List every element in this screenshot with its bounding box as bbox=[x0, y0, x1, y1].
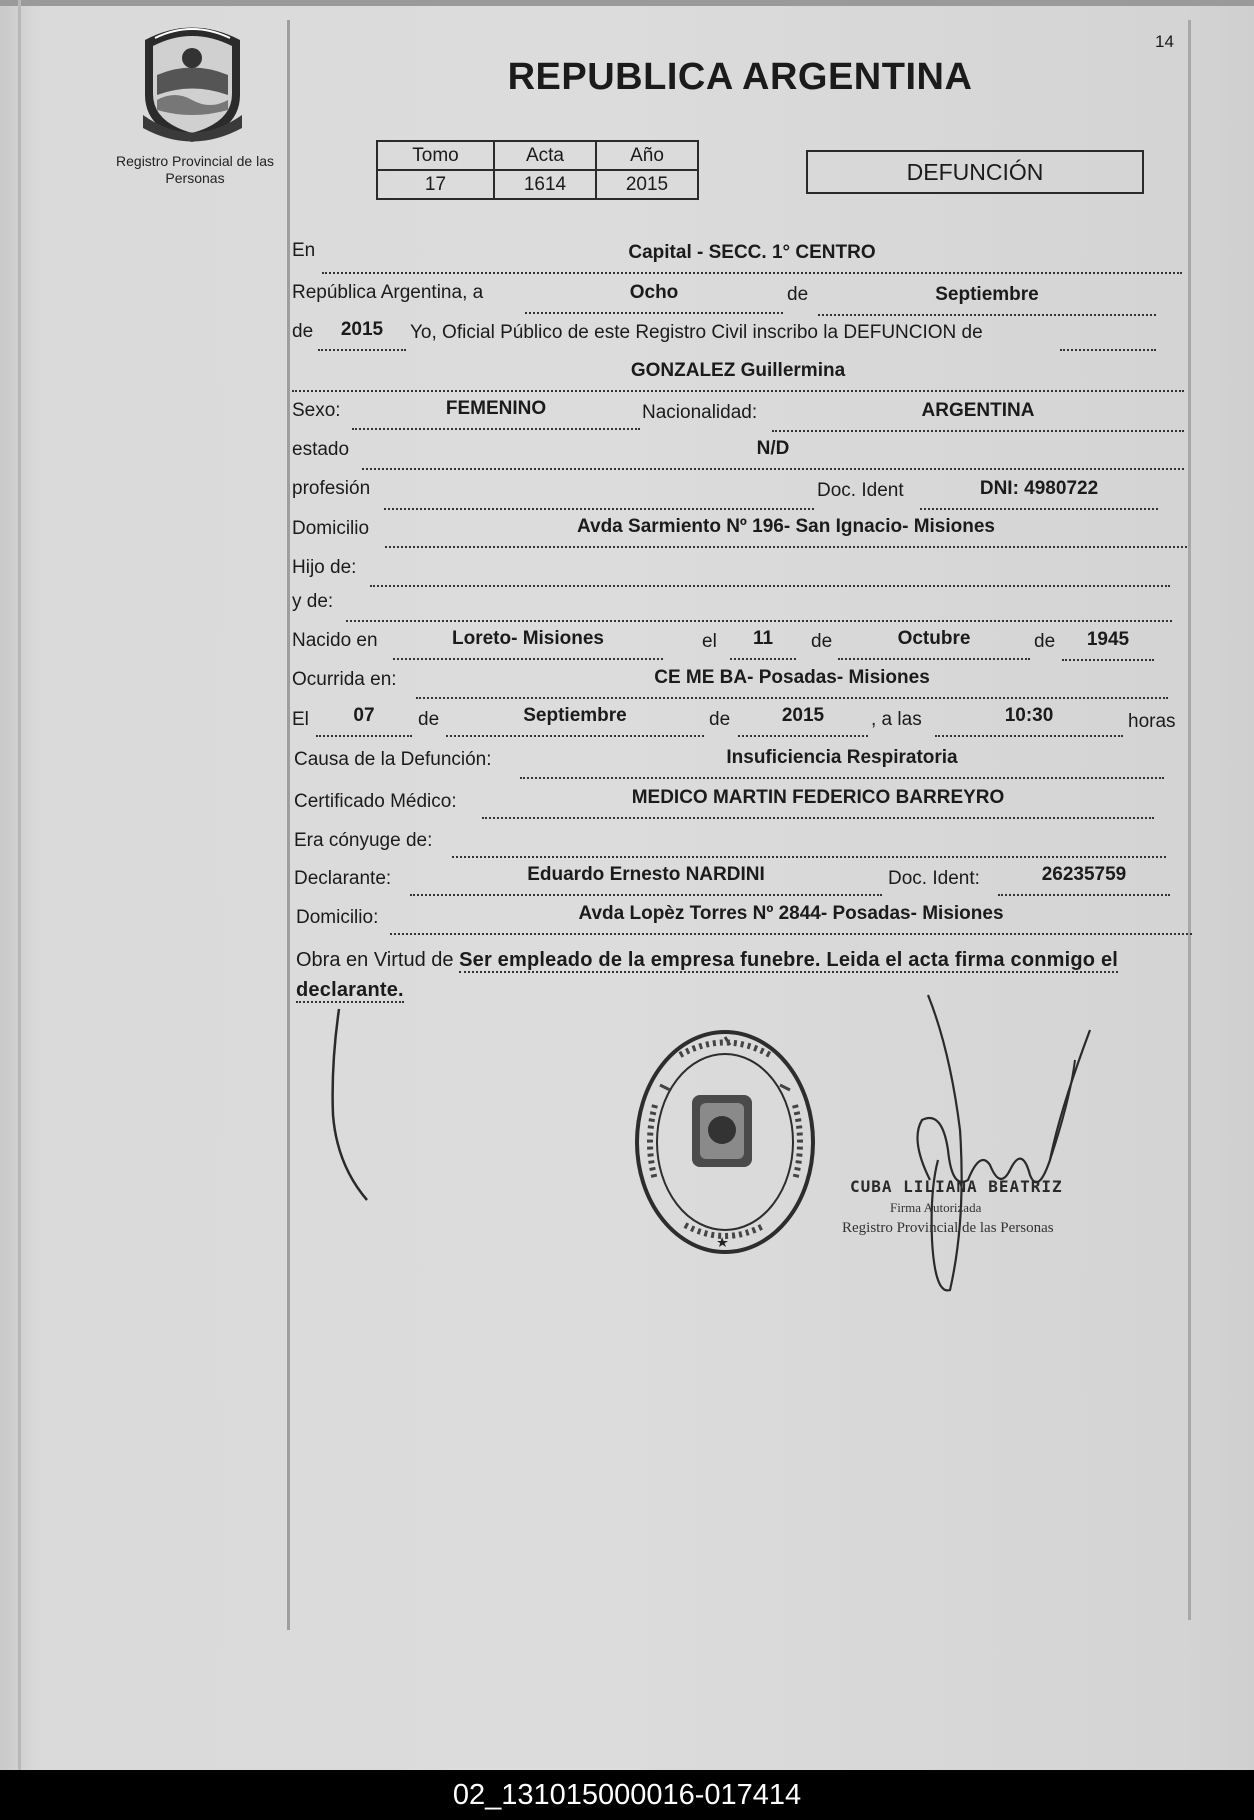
field-mother bbox=[346, 588, 1172, 622]
page-title: REPUBLICA ARGENTINA bbox=[507, 56, 973, 98]
signatory-registry: Registro Provincial de las Personas bbox=[842, 1220, 1054, 1236]
registry-name: Registro Provincial de las Personas bbox=[116, 153, 274, 186]
label-estado: estado bbox=[292, 439, 350, 460]
field-birth-year: 1945 bbox=[1062, 627, 1154, 661]
label-nacionalidad: Nacionalidad: bbox=[642, 402, 758, 423]
field-father bbox=[370, 553, 1170, 587]
handwritten-signature bbox=[840, 990, 1110, 1300]
acta-header: Acta bbox=[494, 141, 596, 170]
label-yo-oficial: Yo, Oficial Público de este Registro Civil inscribo la DEFUNCION de bbox=[410, 322, 983, 343]
page-number: 14 bbox=[1155, 32, 1174, 51]
field-address: Avda Sarmiento Nº 196- San Ignacio- Misiones bbox=[385, 514, 1187, 548]
label-certificado: Certificado Médico: bbox=[294, 791, 457, 812]
misiones-seal-logo bbox=[135, 20, 250, 145]
file-id-footer: 02_131015000016-017414 bbox=[0, 1770, 1254, 1820]
label-doc-ident-declarant: Doc. Ident: bbox=[888, 868, 980, 889]
label-domicilio: Domicilio bbox=[292, 518, 370, 539]
label-horas: horas bbox=[1128, 711, 1176, 732]
label-conyuge: Era cónyuge de: bbox=[294, 830, 433, 851]
tomo-value: 17 bbox=[377, 170, 494, 199]
field-certifier: MEDICO MARTIN FEDERICO BARREYRO bbox=[482, 785, 1154, 819]
field-day-words: Ocho bbox=[525, 280, 783, 314]
label-doc-ident: Doc. Ident bbox=[817, 480, 904, 501]
field-year: 2015 bbox=[318, 317, 406, 351]
signatory-role: Firma Autorizada bbox=[890, 1200, 982, 1215]
tomo-header: Tomo bbox=[377, 141, 494, 170]
field-doc-ident: DNI: 4980722 bbox=[920, 476, 1158, 510]
label-de-month: de bbox=[787, 284, 809, 305]
signatory-name: CUBA LILIANA BEATRIZ bbox=[850, 1177, 1063, 1196]
label-sexo: Sexo: bbox=[292, 400, 341, 421]
field-sex: FEMENINO bbox=[352, 396, 640, 430]
document-type-box: DEFUNCIÓN bbox=[806, 150, 1144, 194]
field-birth-month: Octubre bbox=[838, 626, 1030, 660]
label-de-death-year: de bbox=[709, 709, 731, 730]
label-el: el bbox=[702, 631, 717, 652]
field-declarant-address: Avda Lopèz Torres Nº 2844- Posadas- Misiones bbox=[390, 901, 1192, 935]
field-yo-trailing bbox=[1060, 317, 1156, 351]
field-cause: Insuficiencia Respiratoria bbox=[520, 745, 1164, 779]
field-spouse bbox=[452, 824, 1166, 858]
label-profesion: profesión bbox=[292, 478, 371, 499]
label-de-death-month: de bbox=[418, 709, 440, 730]
field-profession bbox=[384, 476, 814, 510]
label-de-birth-month: de bbox=[811, 631, 833, 652]
column-rule bbox=[287, 20, 290, 1630]
page-top-edge bbox=[0, 0, 1254, 6]
reference-value-row bbox=[377, 170, 698, 199]
anio-header: Año bbox=[596, 141, 698, 170]
left-margin-rule bbox=[18, 0, 21, 1770]
label-de-birth-year: de bbox=[1034, 631, 1056, 652]
label-el-cap: El bbox=[292, 709, 309, 730]
record-reference-table bbox=[376, 140, 699, 200]
label-ocurrida-en: Ocurrida en: bbox=[292, 669, 397, 690]
field-death-day: 07 bbox=[316, 703, 412, 737]
field-declarant: Eduardo Ernesto NARDINI bbox=[410, 862, 882, 896]
label-y-de: y de: bbox=[292, 591, 334, 612]
field-birth-place: Loreto- Misiones bbox=[393, 626, 663, 660]
label-hijo-de: Hijo de: bbox=[292, 557, 357, 578]
official-stamp bbox=[630, 1025, 820, 1260]
field-by-virtue-of: Ser empleado de la empresa funebre. Leida el acta firma conmigo el declarante. bbox=[296, 949, 1119, 1001]
label-causa: Causa de la Defunción: bbox=[294, 749, 492, 770]
field-death-year: 2015 bbox=[738, 703, 868, 737]
field-death-month: Septiembre bbox=[446, 703, 704, 737]
label-domicilio-declarant: Domicilio: bbox=[296, 907, 379, 928]
margin-pen-mark bbox=[325, 1005, 375, 1205]
field-death-place: CE ME BA- Posadas- Misiones bbox=[416, 665, 1168, 699]
reference-header-row bbox=[377, 141, 698, 170]
label-de-year: de bbox=[292, 321, 314, 342]
label-republica: República Argentina, a bbox=[292, 282, 484, 303]
field-death-time: 10:30 bbox=[935, 703, 1123, 737]
right-margin-rule bbox=[1188, 20, 1191, 1620]
label-obra: Obra en Virtud de bbox=[296, 949, 454, 971]
acta-value: 1614 bbox=[494, 170, 596, 199]
label-declarante: Declarante: bbox=[294, 868, 392, 889]
field-place: Capital - SECC. 1° CENTRO bbox=[322, 240, 1182, 274]
field-deceased-name: GONZALEZ Guillermina bbox=[292, 358, 1184, 392]
field-nationality: ARGENTINA bbox=[772, 398, 1184, 432]
field-declarant-doc: 26235759 bbox=[998, 862, 1170, 896]
label-en: En bbox=[292, 240, 316, 261]
label-nacido-en: Nacido en bbox=[292, 630, 378, 651]
anio-value: 2015 bbox=[596, 170, 698, 199]
label-a-las: , a las bbox=[871, 709, 922, 730]
field-month: Septiembre bbox=[818, 282, 1156, 316]
field-civil-status: N/D bbox=[362, 436, 1184, 470]
field-birth-day: 11 bbox=[730, 626, 796, 660]
